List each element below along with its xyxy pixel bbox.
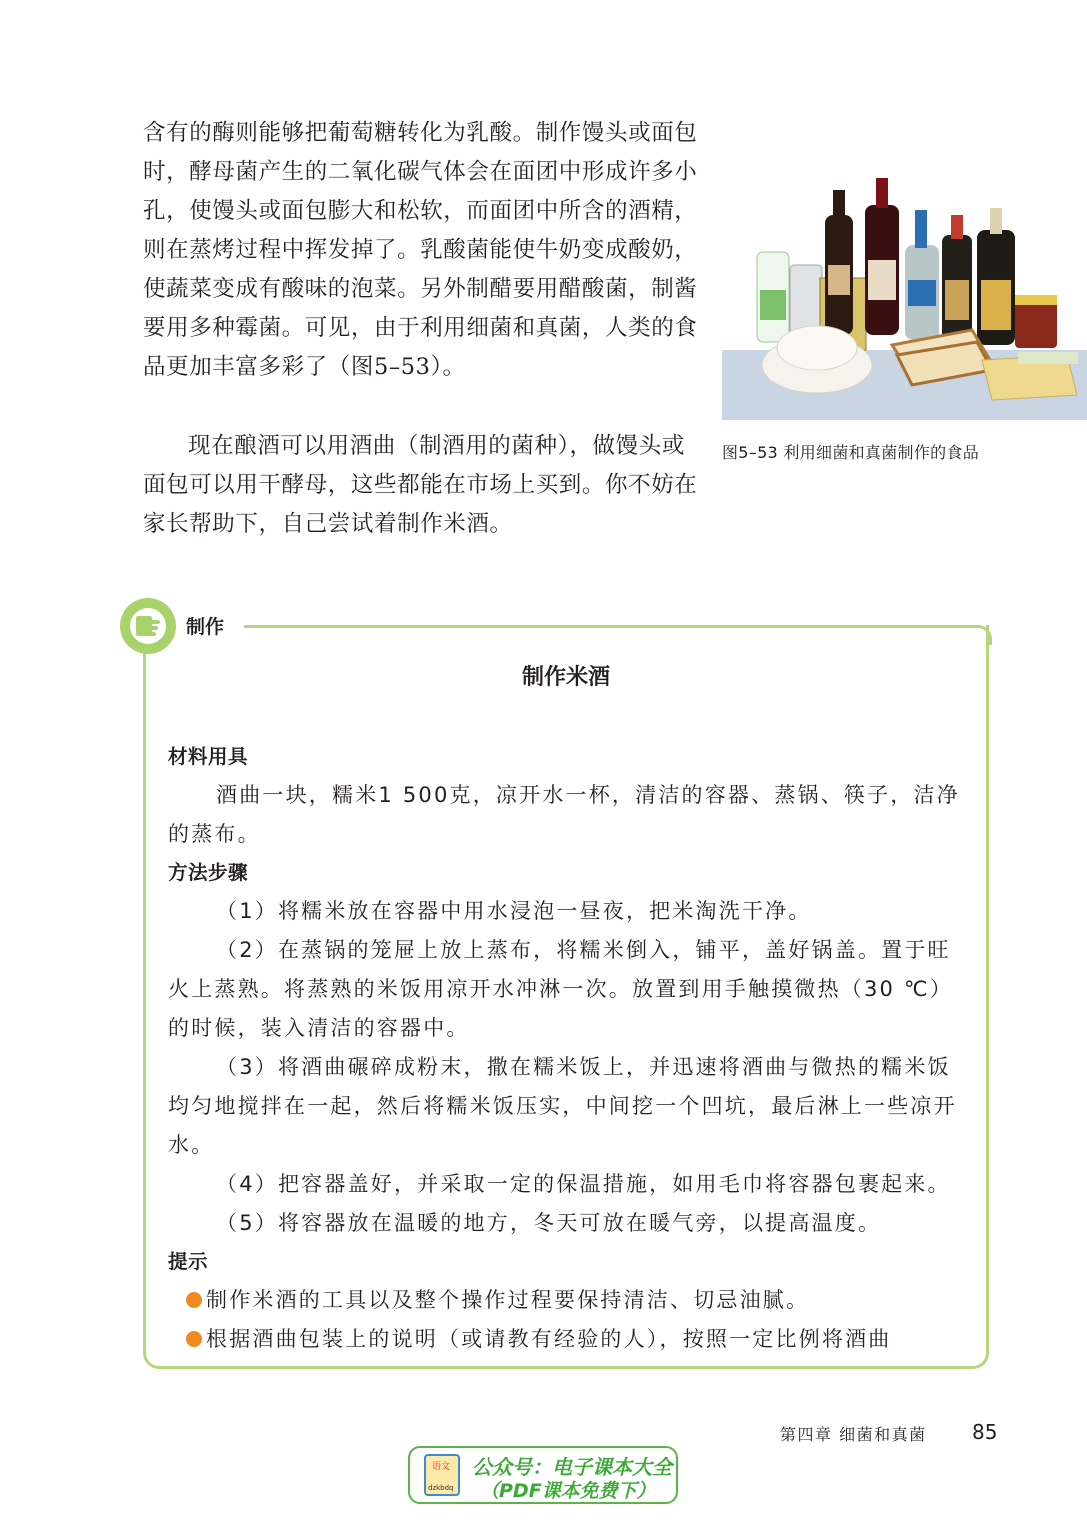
hands-on-icon	[120, 598, 176, 654]
chapter-footer: 第四章 细菌和真菌	[780, 1425, 927, 1444]
body-paragraph-1: 含有的酶则能够把葡萄糖转化为乳酸。制作馒头或面包时，酵母菌产生的二氧化碳气体会在面团中形成许多小孔，使馒头或面包膨大和松软，而面团中所含的酒精，则在蒸烤过程中挥发掉了。乳酸菌能使牛奶变成酸奶，使蔬菜变成有酸味的泡菜。另外制醋要用醋酸菌，制酱要用多种霉菌。可见，由于利用细菌和真菌，人类的食品更加丰富多彩了（图5–53）。	[143, 120, 698, 380]
materials-heading: 材料用具	[168, 745, 249, 768]
tip-text: 根据酒曲包装上的说明（或请教有经验的人），按照一定比例将酒曲	[206, 1327, 892, 1351]
watermark-badge	[408, 1446, 678, 1504]
materials-text: 酒曲一块，糯米1 500克，凉开水一杯，清洁的容器、蒸锅、筷子，洁净的蒸布。	[168, 783, 960, 846]
step-item: （2）在蒸锅的笼屉上放上蒸布，将糯米倒入，铺平，盖好锅盖。置于旺火上蒸熟。将蒸熟的米饭用凉开水冲淋一次。放置到用手触摸微热（30 ℃）的时候，装入清洁的容器中。	[168, 938, 953, 1040]
tip-item	[168, 1281, 968, 1320]
step-item: （1）将糯米放在容器中用水浸泡一昼夜，把米淘洗干净。	[216, 899, 812, 923]
steps-heading: 方法步骤	[168, 861, 249, 884]
step-item: （5）将容器放在温暖的地方，冬天可放在暖气旁，以提高温度。	[216, 1211, 882, 1235]
activity-title: 制作米酒	[521, 665, 610, 690]
tips-heading: 提示	[168, 1250, 209, 1273]
activity-content	[168, 738, 968, 1359]
body-paragraph-2: 现在酿酒可以用酒曲（制酒用的菌种），做馒头或面包可以用干酵母，这些都能在市场上买到。你不妨在家长帮助下，自己尝试着制作米酒。	[143, 433, 698, 537]
food-products-photo	[722, 160, 1087, 420]
bullet-icon	[186, 1331, 202, 1347]
page-number: 85	[972, 1420, 998, 1444]
bullet-icon	[186, 1292, 202, 1308]
activity-label: 制作	[186, 612, 232, 639]
figure-caption: 图5–53 利用细菌和真菌制作的食品	[722, 443, 980, 462]
tip-text: 制作米酒的工具以及整个操作过程要保持清洁、切忌油腻。	[206, 1288, 810, 1312]
book-icon-label: 语文	[432, 1462, 451, 1472]
step-item: （4）把容器盖好，并采取一定的保温措施，如用毛巾将容器包裹起来。	[216, 1172, 951, 1196]
tip-item	[168, 1320, 968, 1359]
book-icon-caption: dzkbdq	[428, 1484, 454, 1492]
watermark-line-1: 公众号：电子课本大全	[472, 1455, 672, 1479]
watermark-line-2: （PDF课本免费下）	[480, 1480, 656, 1502]
step-item: （3）将酒曲碾碎成粉末，撒在糯米饭上，并迅速将酒曲与微热的糯米饭均匀地搅拌在一起，然后将糯米饭压实，中间挖一个凹坑，最后淋上一些凉开水。	[168, 1055, 957, 1157]
book-icon	[424, 1454, 460, 1496]
